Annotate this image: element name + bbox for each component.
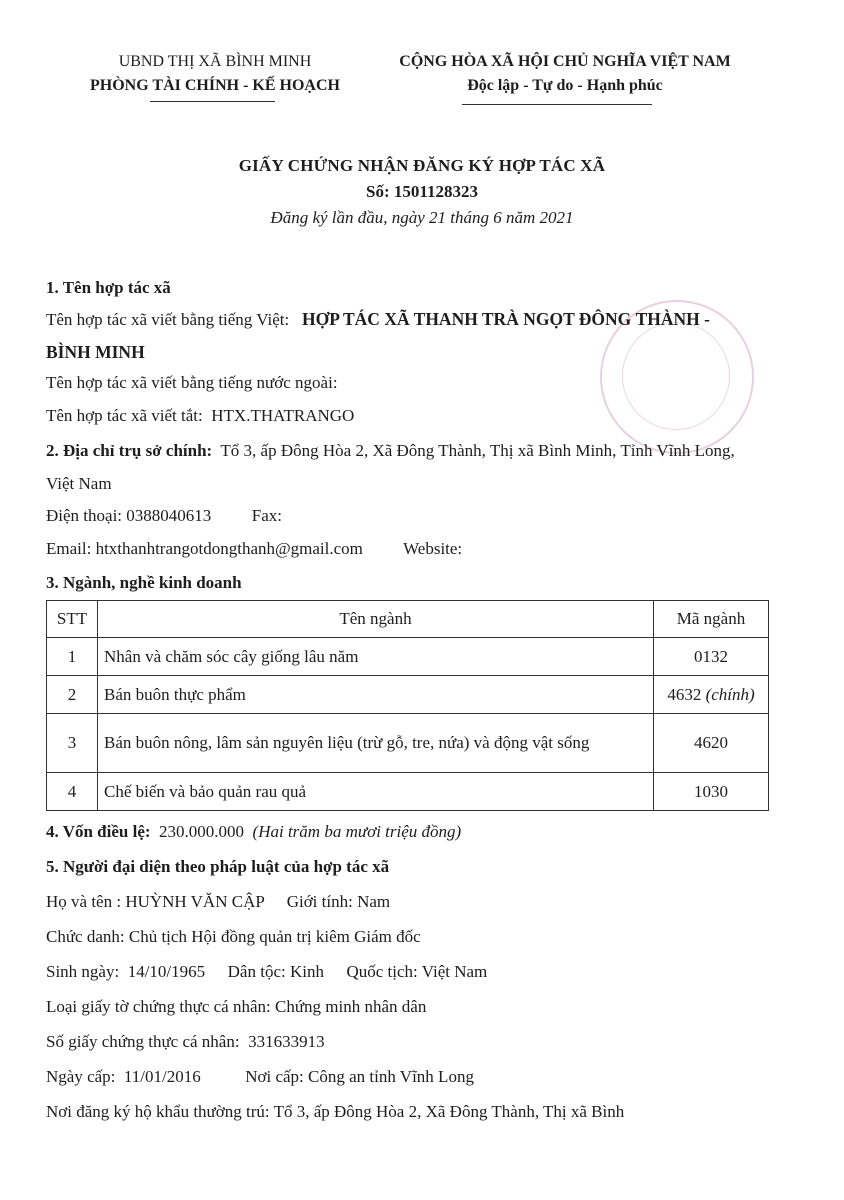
certificate-title: GIẤY CHỨNG NHẬN ĐĂNG KÝ HỢP TÁC XÃ [238,156,606,175]
section-5-heading: 5. Người đại diện theo pháp luật của hợp tác xã [46,857,390,876]
residence-value: Tổ 3, ấp Đông Hòa 2, Xã Đông Thành, Thị xã Bình [273,1102,625,1121]
agency-header [60,50,370,98]
rep-name: HUỲNH VĂN CẬP [125,892,265,911]
row-code-note: (chính) [705,684,755,704]
email-label: Email: [46,539,92,558]
row-code: 1030 [654,773,769,811]
address-value-1: Tổ 3, ấp Đông Hòa 2, Xã Đông Thành, Thị xã Bình Minh, [220,441,617,460]
row-stt: 1 [47,638,98,676]
short-name-label: Tên hợp tác xã viết tắt: [46,406,203,425]
dob-label: Sinh ngày: [46,962,120,981]
table-row [47,773,769,811]
nationality-value: Việt Nam [421,962,488,981]
section-3-heading: 3. Ngành, nghề kinh doanh [46,573,242,592]
rep-title: Chủ tịch Hội đồng quản trị kiêm Giám đốc [128,927,421,946]
vn-name-value-1: HỢP TÁC XÃ THANH TRÀ NGỌT ĐÔNG [301,309,632,329]
certificate-title-block [0,153,844,231]
address-line [46,434,736,500]
nation-underline [462,104,652,105]
issue-line [46,1066,474,1088]
row-code: 0132 [654,638,769,676]
phone-label: Điện thoại: [46,506,123,525]
capital-line [46,821,461,843]
nation-line-2: Độc lập - Tự do - Hạnh phúc [467,77,663,94]
section-4-heading: 4. Vốn điều lệ: [46,822,151,841]
id-number-line [46,1031,325,1053]
fax-label: Fax: [251,506,282,525]
residence-label: Nơi đăng ký hộ khẩu thường trú: [46,1102,270,1121]
email-line [46,538,462,560]
short-name-line [46,405,354,427]
nation-header [375,50,755,98]
phone-line [46,505,282,527]
vn-name-label: Tên hợp tác xã viết bằng tiếng Việt: [46,310,290,329]
table-row [47,714,769,773]
col-header-code: Mã ngành [654,601,769,638]
table-row [47,676,769,714]
dob-value: 14/10/1965 [127,962,206,981]
section-2-heading: 2. Địa chỉ trụ sở chính: [46,441,213,460]
row-name: Nhân và chăm sóc cây giống lâu năm [98,638,654,676]
id-type-value: Chứng minh nhân dân [275,997,427,1016]
rep-title-label: Chức danh: [46,927,125,946]
row-stt: 4 [47,773,98,811]
registration-date: Đăng ký lần đầu, ngày 21 tháng 6 năm 2021 [270,208,574,227]
nationality-label: Quốc tịch: [346,962,418,981]
col-header-stt: STT [47,601,98,638]
agency-line-1: UBND THỊ XÃ BÌNH MINH [118,53,312,70]
row-stt: 3 [47,714,98,773]
row-code: 4632 [667,684,702,704]
gender-value: Nam [357,892,391,911]
rep-name-label: Họ và tên : [46,892,122,911]
nation-line-1: CỘNG HÒA XÃ HỘI CHỦ NGHĨA VIỆT NAM [399,53,731,70]
id-number-value: 331633913 [248,1032,325,1051]
phone-value: 0388040613 [126,506,212,525]
vn-name-value-2: THÀNH - BÌNH MINH [46,309,710,362]
capital-amount: 230.000.000 [159,822,245,841]
foreign-name-label: Tên hợp tác xã viết bằng tiếng nước ngoài: [46,373,338,392]
row-code-cell [654,676,769,714]
ethnicity-label: Dân tộc: [227,962,286,981]
table-row [47,638,769,676]
address-value-2: Tỉnh Vĩnh Long, Việt Nam [46,441,735,493]
capital-amount-words: (Hai trăm ba mươi triệu đồng) [252,822,462,841]
table-header-row [47,601,769,638]
id-type-label: Loại giấy tờ chứng thực cá nhân: [46,997,271,1016]
email-value: htxthanhtrangotdongthanh@gmail.com [95,539,363,558]
vn-name-line [46,303,736,369]
short-name-value: HTX.THATRANGO [211,406,355,425]
rep-name-line [46,891,390,913]
ethnicity-value: Kinh [289,962,324,981]
issue-place-value: Công an tỉnh Vĩnh Long [308,1067,474,1086]
residence-line [46,1101,624,1123]
row-name: Bán buôn nông, lâm sản nguyên liệu (trừ gỗ, tre, nứa) và động vật sống [98,714,654,773]
id-type-line [46,996,426,1018]
agency-underline [150,101,275,102]
website-label: Website: [403,539,463,558]
section-1-heading: 1. Tên hợp tác xã [46,278,171,297]
row-code: 4620 [654,714,769,773]
gender-label: Giới tính: [286,892,353,911]
agency-line-2: PHÒNG TÀI CHÍNH - KẾ HOẠCH [90,77,340,94]
col-header-name: Tên ngành [98,601,654,638]
dob-line [46,961,487,983]
issue-date-value: 11/01/2016 [123,1067,201,1086]
certificate-number: Số: 1501128323 [366,182,478,201]
id-number-label: Số giấy chứng thực cá nhân: [46,1032,240,1051]
business-lines-table [46,600,769,811]
issue-date-label: Ngày cấp: [46,1067,116,1086]
issue-place-label: Nơi cấp: [245,1067,304,1086]
row-name: Chế biến và bảo quản rau quả [98,773,654,811]
rep-title-line [46,926,421,948]
row-name: Bán buôn thực phẩm [98,676,654,714]
row-stt: 2 [47,676,98,714]
